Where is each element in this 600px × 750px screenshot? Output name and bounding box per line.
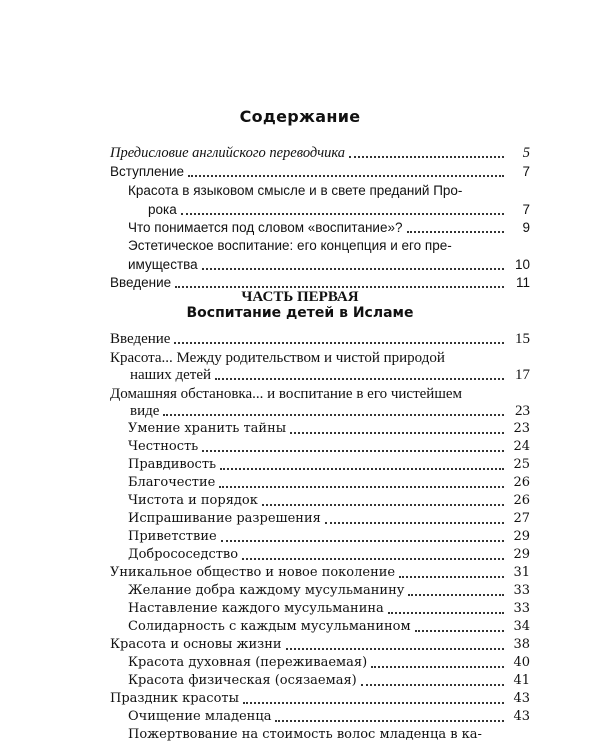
dot-leader <box>163 413 504 416</box>
toc-entry <box>128 599 530 619</box>
toc-page-number: 23 <box>513 421 530 436</box>
toc-entry <box>110 635 530 655</box>
dot-leader <box>220 467 504 470</box>
toc-entry-label: Приветствие <box>128 529 217 544</box>
toc-entry <box>128 707 530 727</box>
toc-page-number: 25 <box>513 457 530 472</box>
dot-leader <box>325 521 504 524</box>
part-subtitle: Воспитание детей в Исламе <box>186 305 414 321</box>
toc-entry-label-line1: Красота в языковом смысле и в свете преданий Про- <box>128 183 463 198</box>
toc-entry <box>128 491 530 511</box>
toc-page-number: 41 <box>513 673 530 688</box>
toc-entry <box>128 473 530 493</box>
toc-entry <box>128 255 530 275</box>
toc-entry-label-line1: Красота... Между родительством и чистой природой <box>110 350 445 366</box>
dot-leader <box>286 647 504 650</box>
dot-leader <box>407 230 505 233</box>
toc-entry <box>110 329 530 349</box>
toc-entry <box>130 401 530 421</box>
dot-leader <box>275 719 504 722</box>
toc-page-number: 17 <box>515 367 530 383</box>
toc-page-number: 26 <box>513 493 530 508</box>
toc-entry <box>110 162 530 182</box>
dot-leader <box>175 285 504 288</box>
dot-leader <box>399 575 504 578</box>
toc-entry-label: Наставление каждого мусульманина <box>128 601 384 616</box>
toc-entry <box>128 527 530 547</box>
toc-entry-label-line1: Эстетическое воспитание: его концепция и его пре- <box>128 238 452 253</box>
toc-entry-label-continued: рока <box>148 202 177 217</box>
toc-entry-label: Желание добра каждому мусульманину <box>128 583 405 598</box>
toc-entry-label: Красота физическая (осязаемая) <box>128 673 357 688</box>
toc-entry-label: Вступление <box>110 164 185 179</box>
toc-page-number: 33 <box>513 601 530 616</box>
toc-page-number: 24 <box>513 439 530 454</box>
toc-page-number: 33 <box>513 583 530 598</box>
toc-entry-label: Красота и основы жизни <box>110 637 282 652</box>
toc-page-number: 31 <box>513 565 530 580</box>
toc-entry-label: Благочестие <box>128 475 216 490</box>
toc-entry <box>148 200 530 220</box>
toc-page-number: 43 <box>513 691 530 706</box>
dot-leader <box>202 267 504 270</box>
toc-entry-label: Предисловие английского переводчика <box>110 145 346 161</box>
dot-leader <box>181 212 504 215</box>
toc-entry-label-continued: наших детей <box>130 367 212 383</box>
toc-page-number: 27 <box>513 511 530 526</box>
dot-leader <box>242 557 504 560</box>
toc-entry-label: Уникальное общество и новое поколение <box>110 565 396 580</box>
toc-entry-label-continued: имущества <box>128 257 198 272</box>
toc-entry <box>128 437 530 457</box>
toc-page-number: 34 <box>513 619 530 634</box>
toc-entry-label: Праздник красоты <box>110 691 239 706</box>
toc-entry <box>128 419 530 439</box>
toc-page-number: 9 <box>522 220 530 235</box>
toc-page-number: 10 <box>514 257 530 272</box>
dot-leader <box>219 485 504 488</box>
dot-leader <box>221 539 504 542</box>
toc-page-number: 29 <box>513 547 530 562</box>
toc-entry <box>128 671 530 691</box>
toc-entry-label: Солидарность с каждым мусульманином <box>128 619 411 634</box>
toc-entry <box>128 218 530 238</box>
toc-entry-label: Введение <box>110 275 172 290</box>
toc-entry <box>128 617 530 637</box>
toc-entry <box>110 143 530 163</box>
dot-leader <box>262 503 504 506</box>
toc-entry <box>110 563 530 583</box>
toc-entry-label: Введение <box>110 331 171 347</box>
toc-entry-label-continued: виде <box>130 403 160 419</box>
toc-entry-label: Умение хранить тайны <box>128 421 287 436</box>
toc-page-number: 26 <box>513 475 530 490</box>
toc-entry-label: Честность <box>128 439 199 454</box>
page-title: Содержание <box>239 107 361 126</box>
toc-entry-label-line1: Домашняя обстановка... и воспитание в его чистейшем <box>110 386 463 402</box>
dot-leader <box>349 155 504 158</box>
toc-entry-label: Красота духовная (переживаемая) <box>128 655 368 670</box>
toc-entry-label: Чистота и порядок <box>128 493 258 508</box>
dot-leader <box>188 174 504 177</box>
toc-entry <box>128 455 530 475</box>
toc-page-number: 38 <box>513 637 530 652</box>
toc-entry-label: Добрососедство <box>128 547 239 562</box>
dot-leader <box>388 611 504 614</box>
toc-entry <box>130 365 530 385</box>
part-label: ЧАСТЬ ПЕРВАЯ <box>241 289 359 305</box>
dot-leader <box>415 629 504 632</box>
toc-entry <box>128 581 530 601</box>
toc-page-number: 40 <box>513 655 530 670</box>
toc-entry <box>110 689 530 709</box>
toc-page-number: 7 <box>522 202 530 217</box>
toc-page-number: 23 <box>515 403 530 419</box>
toc-page-number: 15 <box>515 331 530 347</box>
toc-page-number: 29 <box>513 529 530 544</box>
dot-leader <box>215 377 504 380</box>
toc-entry-label: Правдивость <box>128 457 217 472</box>
toc-page-number: 7 <box>522 164 530 179</box>
dot-leader <box>290 431 504 434</box>
toc-entry-label: Испрашивание разрешения <box>128 511 321 526</box>
toc-page-number: 5 <box>522 145 530 161</box>
dot-leader <box>408 593 504 596</box>
dot-leader <box>371 665 504 668</box>
toc-page-number: 43 <box>513 709 530 724</box>
toc-entry-label: Очищение младенца <box>128 709 272 724</box>
dot-leader <box>202 449 504 452</box>
dot-leader <box>361 683 504 686</box>
toc-page-number: 11 <box>515 275 530 290</box>
toc-entry-label: Что понимается под словом «воспитание»? <box>128 220 403 235</box>
dot-leader <box>243 701 504 704</box>
toc-entry <box>128 545 530 565</box>
toc-entry <box>128 653 530 673</box>
toc-entry <box>128 509 530 529</box>
toc-entry-label-line1: Пожертвование на стоимость волос младенца в ка- <box>128 727 482 742</box>
dot-leader <box>174 341 504 344</box>
